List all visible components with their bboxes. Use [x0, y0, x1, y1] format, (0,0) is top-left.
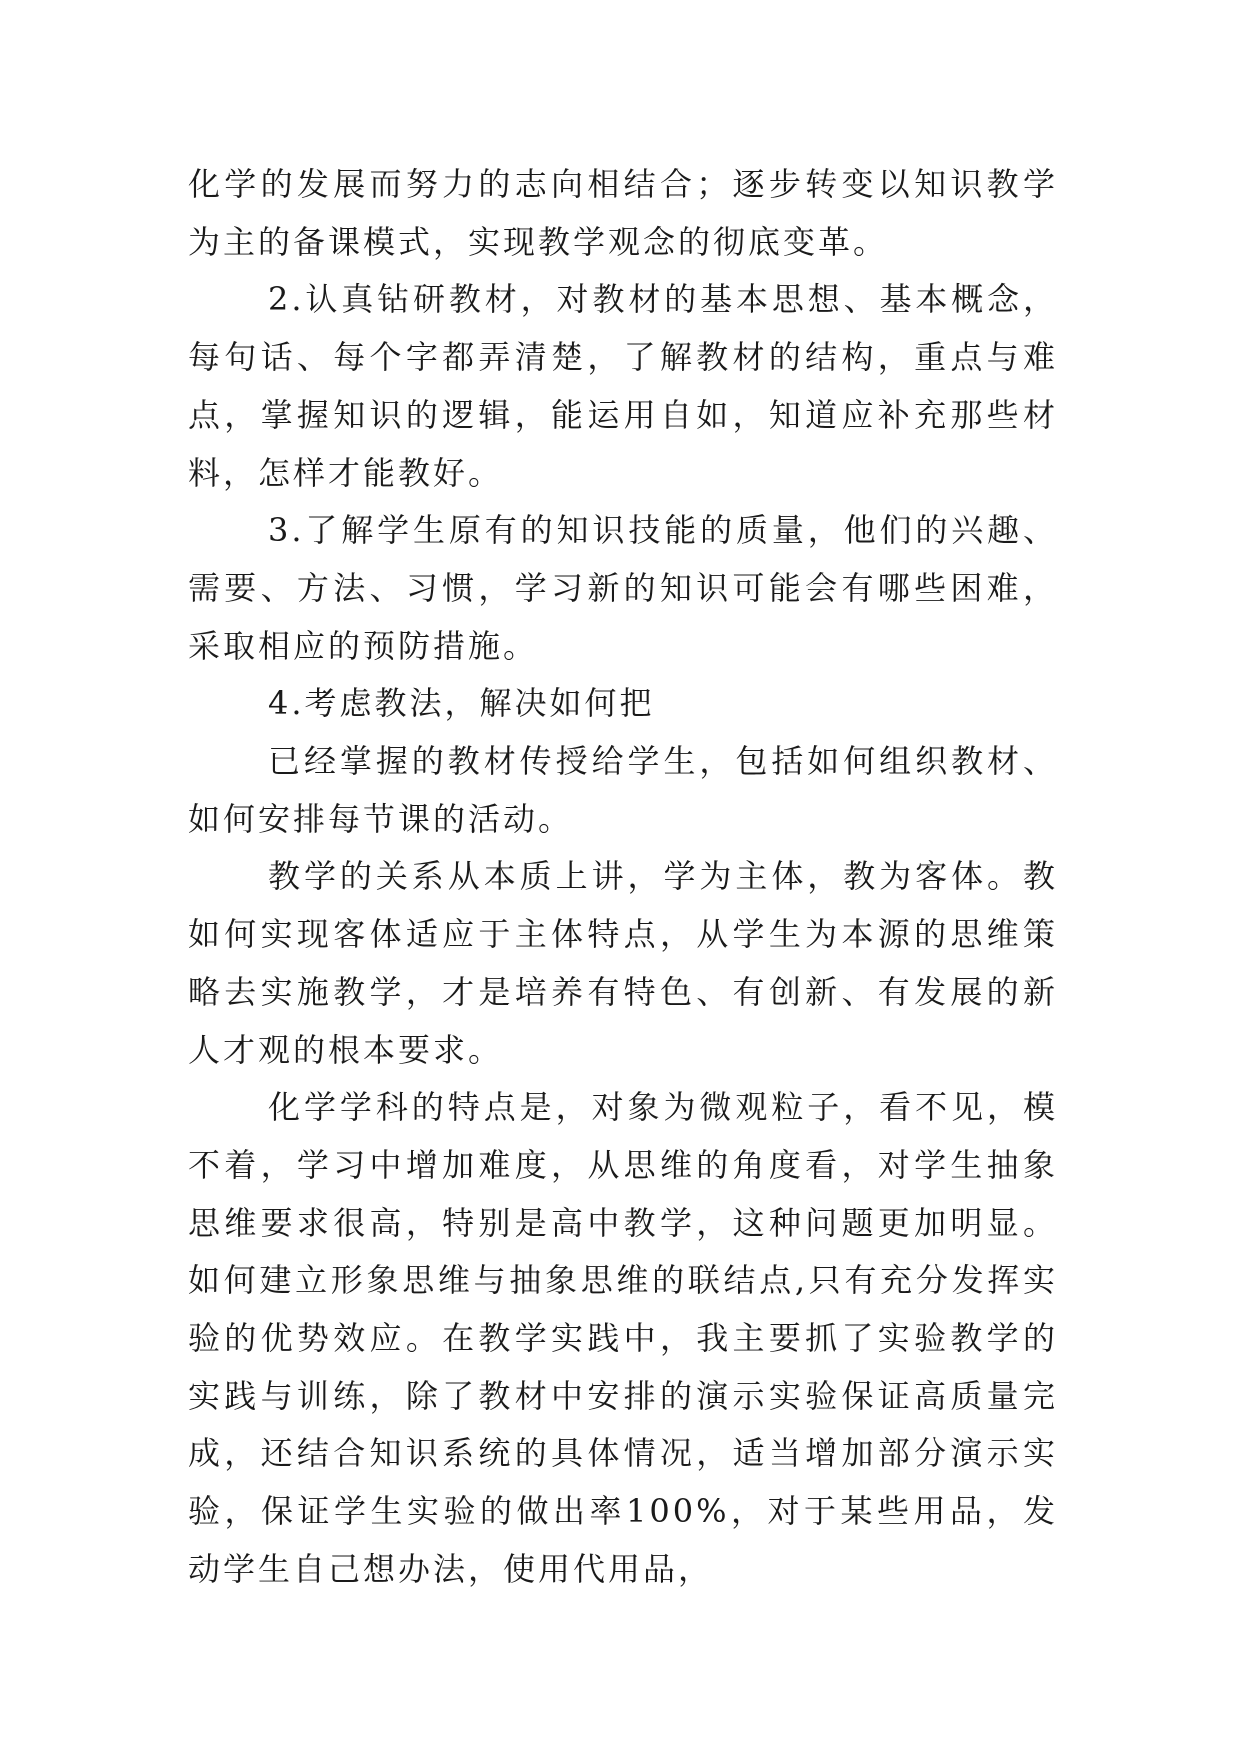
document-body	[188, 156, 1058, 1599]
paragraph-7: 化学学科的特点是，对象为微观粒子，看不见，模不着，学习中增加难度，从思维的角度看，对学生抽象思维要求很高，特别是高中教学，这种问题更加明显。如何建立形象思维与抽象思维的联结点,只有充分发挥实验的优势效应。在教学实践中，我主要抓了实验教学的实践与训练，除了教材中安排的演示实验保证高质量完成，还结合知识系统的具体情况，适当增加部分演示实验，保证学生实验的做出率100%，对于某些用品，发动学生自己想办法，使用代用品，	[188, 1088, 1058, 1588]
paragraph-5: 已经掌握的教材传授给学生，包括如何组织教材、如何安排每节课的活动。	[188, 742, 1058, 838]
paragraph-4: 4.考虑教法，解决如何把	[268, 684, 655, 723]
paragraph-6: 教学的关系从本质上讲，学为主体，教为客体。教如何实现客体适应于主体特点，从学生为本源的思维策略去实施教学，才是培养有特色、有创新、有发展的新人才观的根本要求。	[188, 857, 1058, 1069]
paragraph-1: 化学的发展而努力的志向相结合；逐步转变以知识教学为主的备课模式，实现教学观念的彻底变革。	[188, 165, 1058, 261]
paragraph-2: 2.认真钻研教材，对教材的基本思想、基本概念，每句话、每个字都弄清楚，了解教材的结构，重点与难点，掌握知识的逻辑，能运用自如，知道应补充那些材料，怎样才能教好。	[188, 280, 1058, 492]
paragraph-3: 3.了解学生原有的知识技能的质量，他们的兴趣、需要、方法、习惯，学习新的知识可能会有哪些困难，采取相应的预防措施。	[188, 511, 1058, 665]
